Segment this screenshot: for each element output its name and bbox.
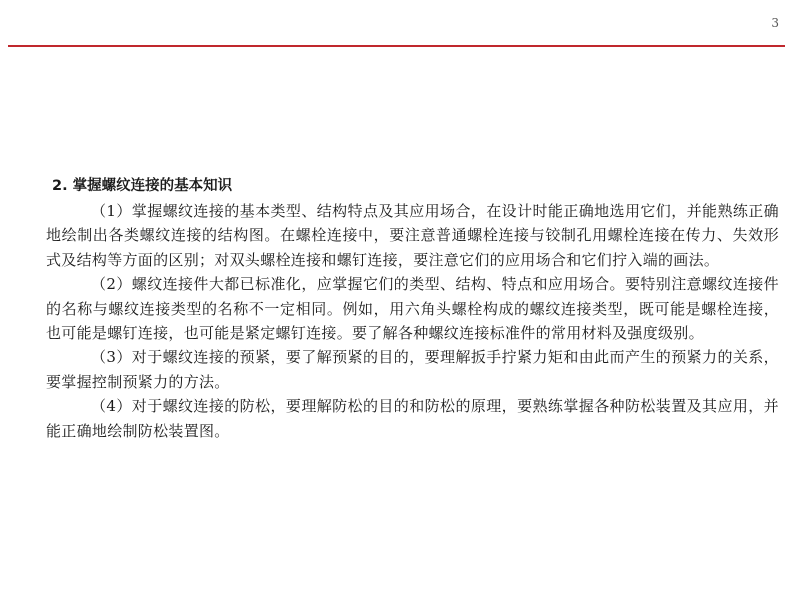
document-body (46, 173, 779, 443)
header-divider (8, 45, 785, 47)
paragraph-4: （4）对于螺纹连接的防松，要理解防松的目的和防松的原理，要熟练掌握各种防松装置及其应用，并能正确地绘制防松装置图。 (46, 397, 779, 440)
paragraph-1: （1）掌握螺纹连接的基本类型、结构特点及其应用场合，在设计时能正确地选用它们，并能熟练正确地绘制出各类螺纹连接的结构图。在螺栓连接中，要注意普通螺栓连接与铰制孔用螺栓连接在传力、失效形式及结构等方面的区别；对双头螺栓连接和螺钉连接，要注意它们的应用场合和它们拧入端的画法。 (46, 202, 779, 269)
paragraph-2: （2）螺纹连接件大都已标准化，应掌握它们的类型、结构、特点和应用场合。要特别注意螺纹连接件的名称与螺纹连接类型的名称不一定相同。例如，用六角头螺栓构成的螺纹连接类型，既可能是螺栓连接，也可能是螺钉连接，也可能是紧定螺钉连接。要了解各种螺纹连接标准件的常用材料及强度级别。 (46, 275, 779, 343)
page-number: 3 (771, 16, 779, 30)
section-heading: 2. 掌握螺纹连接的基本知识 (52, 178, 233, 194)
paragraph-3: （3）对于螺纹连接的预紧，要了解预紧的目的，要理解扳手拧紧力矩和由此而产生的预紧力的关系，要掌握控制预紧力的方法。 (46, 348, 779, 391)
